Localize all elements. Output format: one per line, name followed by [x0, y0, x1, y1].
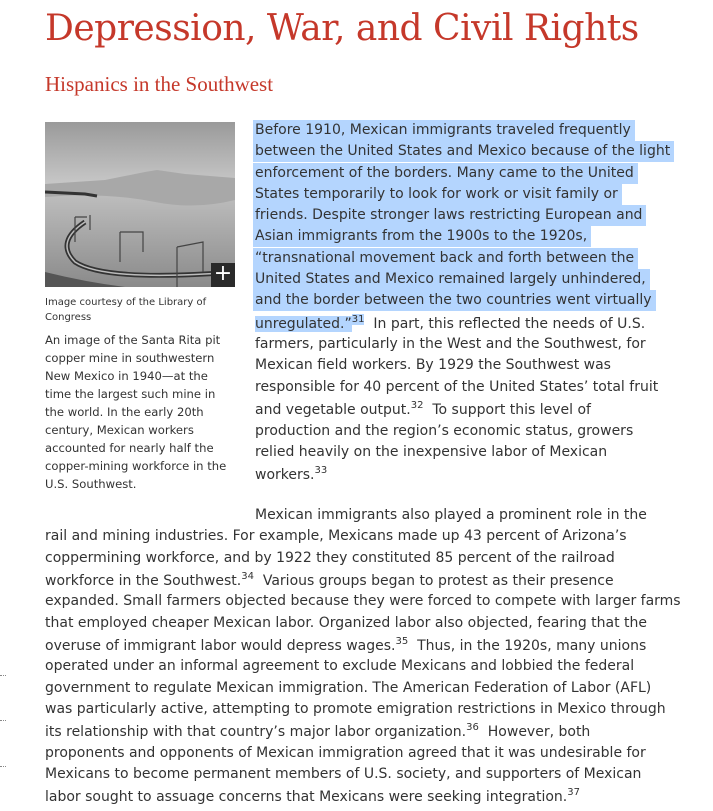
text-line: [255, 226, 674, 247]
text-line: [45, 720, 681, 743]
caption-line: New Mexico in 1940—at the: [45, 369, 208, 383]
text-line: [45, 764, 681, 785]
text-segment: workforce in the Southwest.: [45, 572, 242, 589]
selected-text: [253, 163, 638, 184]
text-segment: Thus, in the 1920s, many unions: [408, 637, 647, 654]
caption-line: U.S. Southwest.: [45, 477, 137, 491]
text-line: [255, 421, 674, 442]
text-segment: workers.: [255, 467, 315, 484]
text-segment: “transnational movement back and forth between the: [255, 249, 635, 266]
text-segment: relied heavily on the inexpensive labor of Mexican: [255, 443, 608, 460]
text-line: [255, 398, 674, 421]
margin-marker: [0, 720, 6, 721]
footnote-ref[interactable]: 34: [241, 570, 254, 582]
text-segment: To support this level of: [423, 402, 591, 419]
text-segment: Mexicans to become permanent members of U.S. society, and supporters of Mexican: [45, 766, 642, 783]
mine-photo-image: [45, 122, 235, 287]
text-segment: Various groups began to protest as their presence: [253, 572, 614, 589]
text-segment: labor sought to assuage concerns that Mexicans were seeking integration.: [45, 789, 568, 806]
paragraph-1: [255, 120, 674, 486]
text-line: [45, 505, 681, 526]
text-line: [45, 656, 681, 677]
footnote-ref[interactable]: 35: [395, 635, 409, 647]
text-segment: However, both: [478, 724, 591, 741]
caption-line: time the largest such mine in: [45, 387, 216, 401]
footnote-ref[interactable]: 31: [351, 313, 365, 325]
footnote-ref[interactable]: 33: [314, 465, 328, 477]
paragraph-2: [45, 505, 681, 808]
text-line: [255, 442, 674, 463]
caption-line: the world. In the early 20th: [45, 405, 204, 419]
text-line: [255, 141, 674, 162]
text-line: [255, 269, 674, 290]
text-line: [255, 205, 674, 226]
caption-line: An image of the Santa Rita pit: [45, 333, 221, 347]
text-segment: overuse of immigrant labor would depress wages.: [45, 637, 396, 654]
caption-line: accounted for nearly half the: [45, 441, 214, 455]
text-segment: United States and Mexico remained largely unhindered,: [255, 271, 646, 288]
text-segment: government to regulate Mexican immigration. The American Federation of Labor (AFL): [45, 679, 652, 696]
text-segment: its relationship with that country’s major labor organization.: [45, 724, 467, 741]
text-segment: between the United States and Mexico because of the light: [255, 143, 671, 160]
selected-text: [253, 290, 656, 311]
text-line: [45, 548, 681, 569]
text-segment: and vegetable output.: [255, 402, 411, 419]
text-segment: proponents and opponents of Mexican immigration agreed that it was undesirable for: [45, 744, 646, 761]
text-segment: responsible for 40 percent of the United States’ total fruit: [255, 378, 659, 395]
expand-image-button[interactable]: +: [211, 263, 235, 287]
santa-rita-mine-photo[interactable]: [45, 122, 235, 287]
text-line: [255, 163, 674, 184]
text-segment: Asian immigrants from the 1900s to the 1920s,: [255, 228, 588, 245]
text-line: [45, 613, 681, 634]
text-segment: that employed cheaper Mexican labor. Organized labor also objected, fearing that the: [45, 614, 648, 631]
text-line: [45, 743, 681, 764]
text-segment: friends. Despite stronger laws restricting European and: [255, 207, 643, 224]
selected-text: [253, 141, 674, 162]
image-credit: [45, 295, 235, 325]
footnote-ref[interactable]: 37: [567, 787, 580, 799]
text-segment: Before 1910, Mexican immigrants traveled frequently: [255, 122, 631, 138]
text-line: [45, 591, 681, 612]
text-line: [255, 377, 674, 398]
selected-text: [253, 184, 622, 205]
selected-text: [253, 226, 591, 247]
text-segment: farmers, particularly in the West and the Southwest, for: [255, 336, 646, 353]
text-segment: was particularly active, attempting to promote emigration restrictions in Mexico through: [45, 701, 666, 718]
text-segment: In part, this reflected the needs of U.S.: [364, 315, 646, 332]
text-segment: rail and mining industries. For example, Mexicans made up 43 percent of Arizona’s: [45, 528, 627, 545]
text-line: [255, 120, 674, 141]
selected-text: [253, 269, 650, 290]
page-title: Depression, War, and Civil Rights: [45, 8, 639, 49]
text-line: [45, 699, 681, 720]
caption-line: copper-mining workforce in the: [45, 459, 227, 473]
caption-line: century, Mexican workers: [45, 423, 194, 437]
text-line: [45, 526, 681, 547]
credit-line: Image courtesy of the Library of: [45, 297, 207, 308]
text-segment: and the border between the two countries went virtually: [255, 292, 652, 309]
section-subtitle: Hispanics in the Southwest: [45, 72, 274, 96]
text-line: [255, 312, 674, 335]
selected-text: [253, 205, 646, 226]
text-line: [255, 463, 674, 486]
text-line: [255, 355, 674, 376]
text-segment: expanded. Small farmers objected because they were forced to compete with larger farms: [45, 593, 681, 610]
text-line: [255, 248, 674, 269]
figure: [45, 122, 235, 493]
text-segment: enforcement of the borders. Many came to the United: [255, 164, 634, 181]
caption-line: copper mine in southwestern: [45, 351, 215, 365]
selected-text: [253, 120, 635, 141]
selected-text: [253, 248, 638, 269]
text-segment: States temporarily to look for work or visit family or: [255, 185, 618, 202]
text-segment: operated under an informal agreement to exclude Mexicans and lobbied the federal: [45, 658, 635, 675]
text-line: [255, 184, 674, 205]
text-line: [255, 334, 674, 355]
image-caption: [45, 331, 235, 493]
footnote-ref[interactable]: 32: [410, 400, 424, 412]
text-segment: Mexican field workers. By 1929 the Southwest was: [255, 357, 611, 374]
text-segment: coppermining workforce, and by 1922 they constituted 85 percent of the railroad: [45, 549, 615, 566]
text-line: [45, 785, 681, 808]
margin-marker: [0, 675, 6, 676]
text-segment: unregulated.”: [255, 315, 352, 332]
text-line: [45, 569, 681, 592]
margin-marker: [0, 766, 6, 767]
credit-line: Congress: [45, 312, 92, 323]
text-line: [45, 678, 681, 699]
text-segment: Mexican immigrants also played a prominent role in the: [255, 507, 647, 523]
text-line: [255, 290, 674, 311]
text-line: [45, 634, 681, 657]
footnote-ref[interactable]: 36: [466, 722, 479, 734]
text-segment: production and the region’s economic status, growers: [255, 422, 634, 439]
